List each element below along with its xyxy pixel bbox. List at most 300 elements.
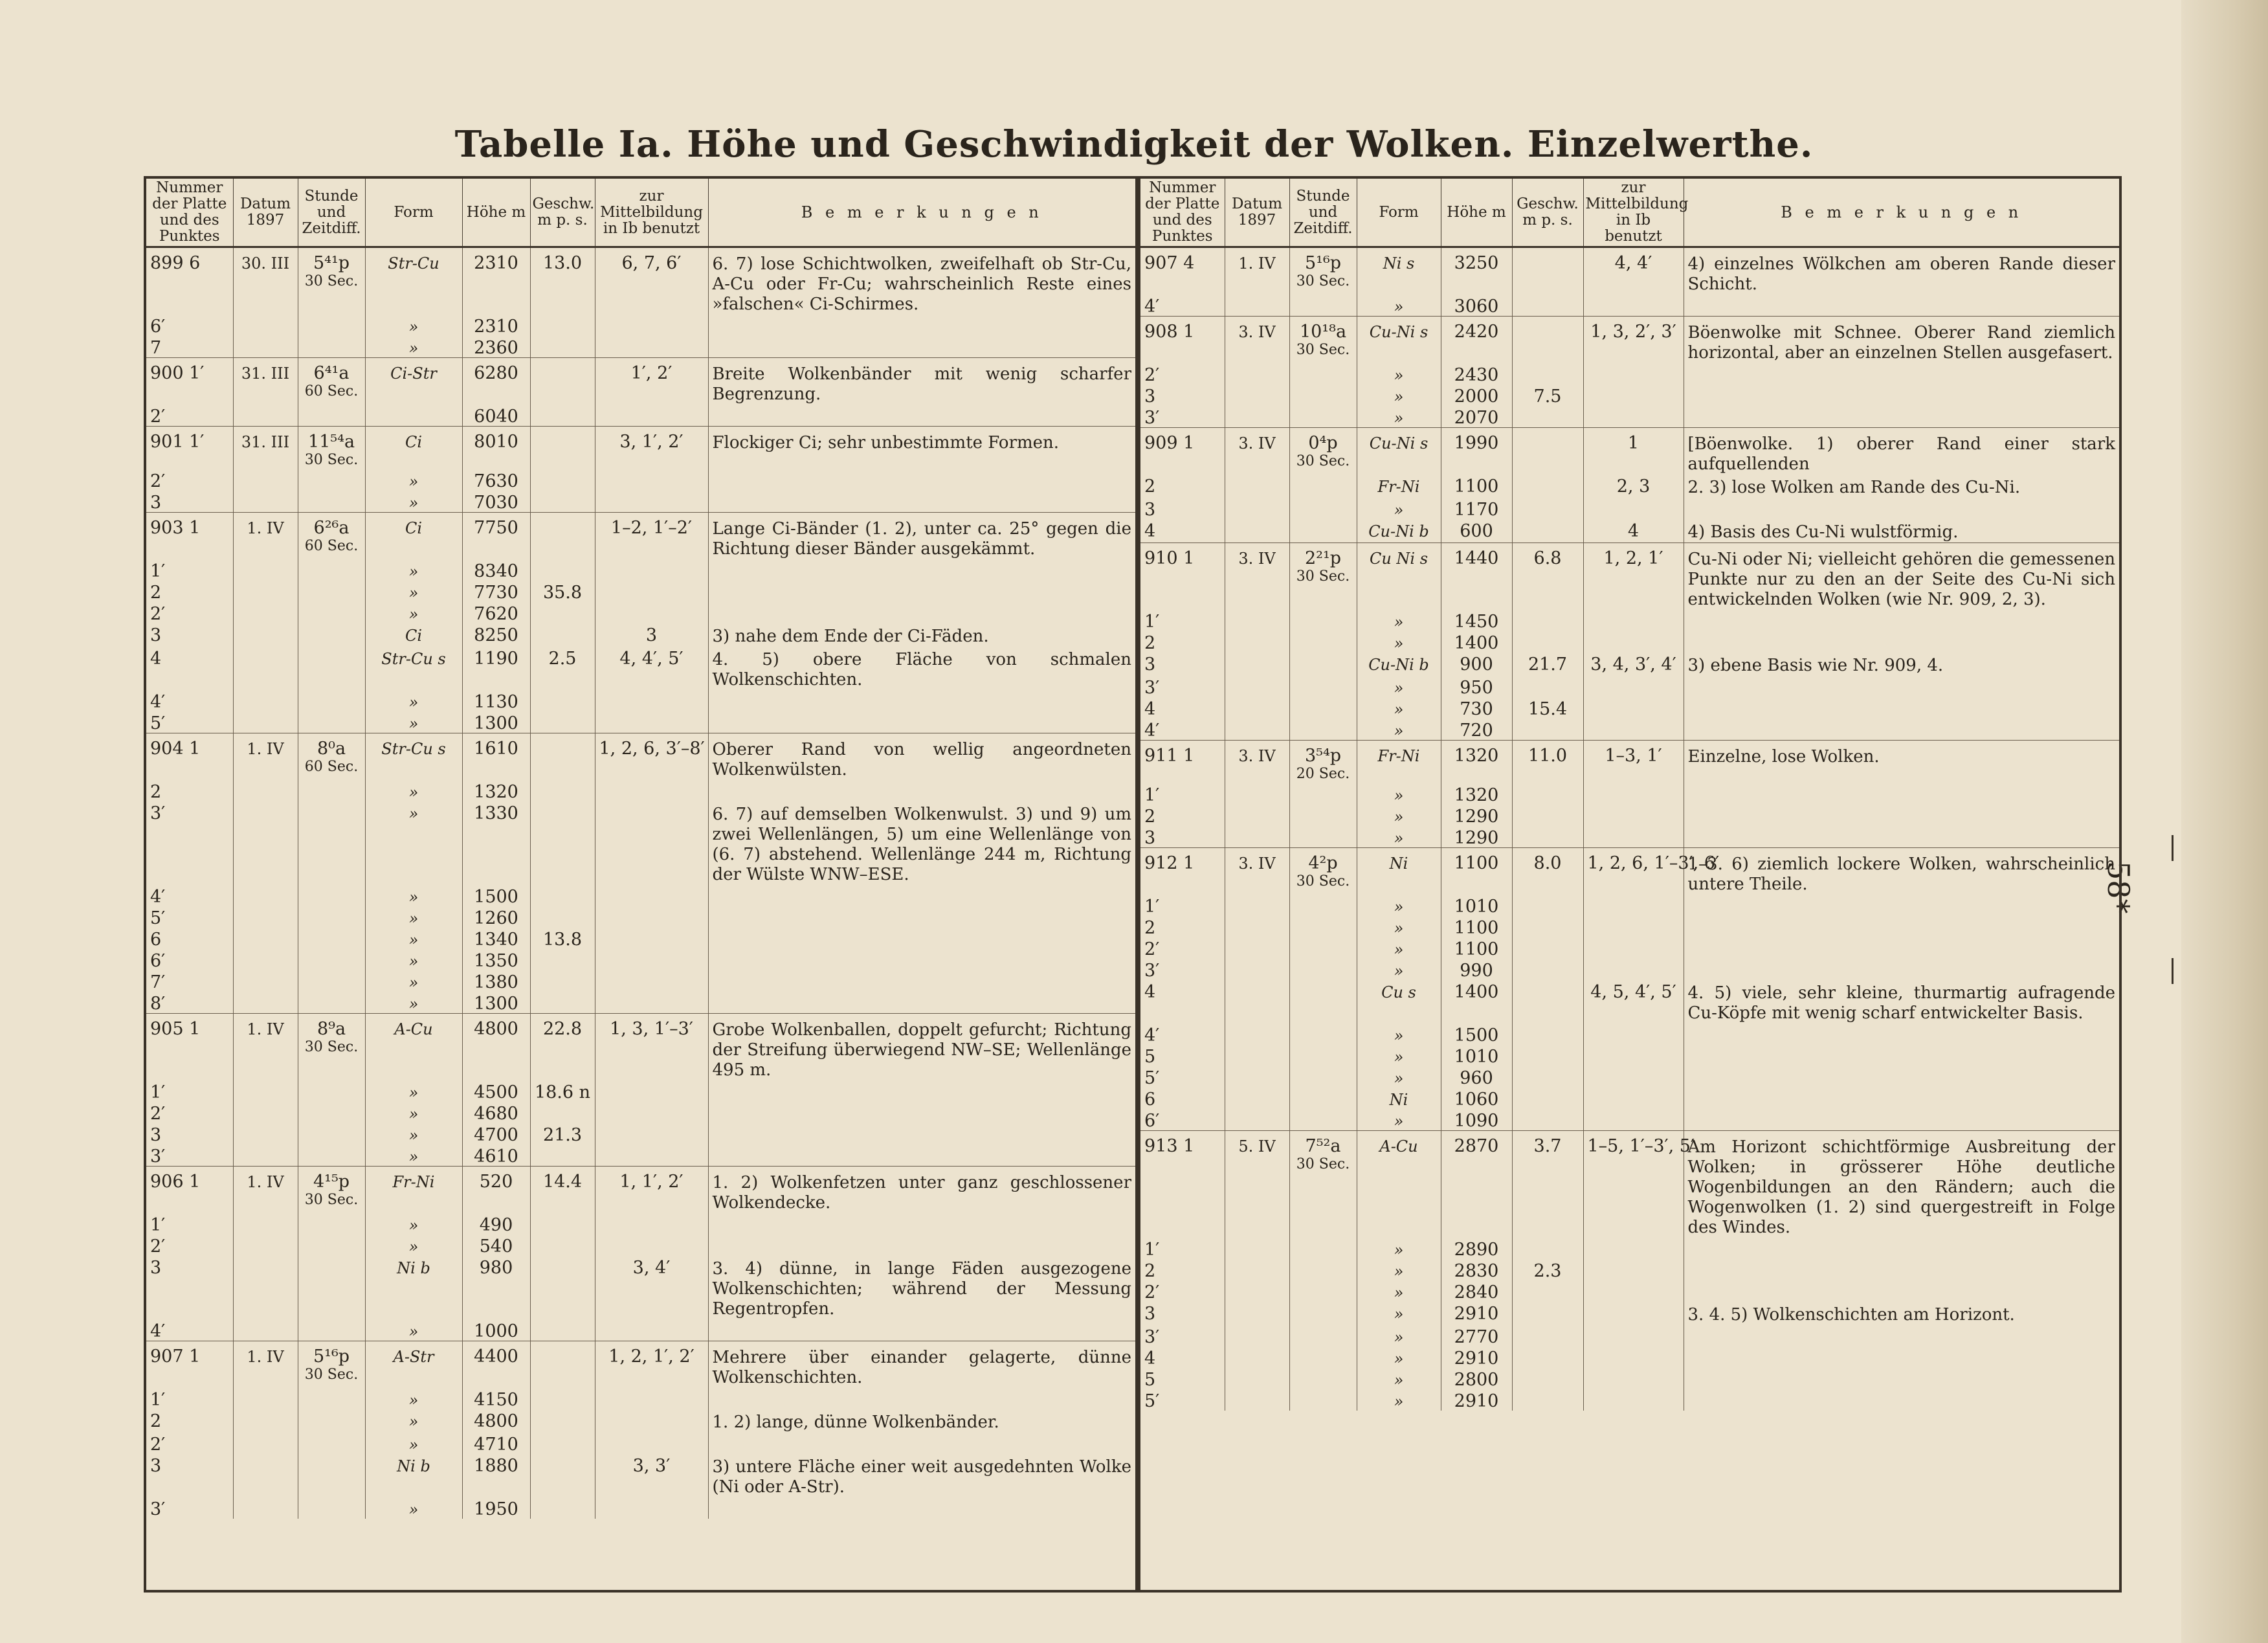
table-row bbox=[146, 1167, 1135, 1214]
mean-points-cell bbox=[595, 491, 708, 513]
point-number-cell: 5 bbox=[1140, 1368, 1225, 1389]
time-cell bbox=[1289, 1066, 1357, 1088]
speed-cell bbox=[1512, 363, 1583, 385]
point-number-cell: 2 bbox=[146, 780, 233, 801]
table-row bbox=[146, 733, 1135, 781]
point-number-cell: 2′ bbox=[146, 469, 233, 491]
height-cell: 2770 bbox=[1441, 1325, 1512, 1347]
point-number-cell: 911 1 bbox=[1140, 741, 1225, 784]
table-row bbox=[1140, 1347, 2119, 1368]
height-cell: 960 bbox=[1441, 1066, 1512, 1088]
mean-points-cell bbox=[1583, 385, 1684, 406]
table-row bbox=[1140, 697, 2119, 719]
point-number-cell: 4′ bbox=[1140, 1023, 1225, 1045]
speed-cell bbox=[530, 1497, 595, 1519]
height-cell: 4710 bbox=[462, 1433, 530, 1454]
time-cell bbox=[298, 690, 365, 711]
time-value: 2²¹p bbox=[1304, 548, 1342, 568]
time-cell bbox=[298, 711, 365, 733]
table-row bbox=[1140, 1280, 2119, 1302]
time-cell bbox=[298, 469, 365, 491]
date-cell: 3. IV bbox=[1225, 741, 1289, 784]
cloud-form-cell: » bbox=[365, 1388, 462, 1409]
table-row bbox=[146, 469, 1135, 491]
mean-points-cell: 3, 3′ bbox=[595, 1454, 708, 1497]
table-row bbox=[146, 427, 1135, 470]
speed-cell bbox=[530, 1319, 595, 1341]
remark-cell: 6. 7) lose Schichtwolken, zweifelhaft ob Str-Cu, A-Cu oder Fr-Cu; wahrscheinlich Reste eines »falschen« Ci-Schirmes. bbox=[712, 254, 1131, 314]
cloud-form-cell: » bbox=[1357, 610, 1441, 631]
header-geschw: Geschw. m p. s. bbox=[1512, 179, 1583, 247]
table-row bbox=[1140, 1045, 2119, 1066]
cloud-form-cell: » bbox=[365, 1433, 462, 1454]
cloud-form-cell: » bbox=[365, 559, 462, 581]
table-row bbox=[1140, 1368, 2119, 1389]
remark-cell bbox=[708, 1319, 1135, 1341]
height-cell: 2310 bbox=[462, 247, 530, 315]
height-cell: 1500 bbox=[1441, 1023, 1512, 1045]
mean-points-cell bbox=[595, 1388, 708, 1409]
table-row bbox=[146, 711, 1135, 733]
time-cell bbox=[298, 647, 365, 690]
mean-points-cell bbox=[1583, 676, 1684, 697]
table-row bbox=[1140, 783, 2119, 805]
time-cell bbox=[1289, 295, 1357, 317]
right-table bbox=[1140, 179, 2119, 1411]
table-row bbox=[146, 906, 1135, 928]
point-number-cell: 3′ bbox=[146, 801, 233, 885]
time-cell bbox=[1289, 385, 1357, 406]
time-cell bbox=[1289, 363, 1357, 385]
table-row bbox=[146, 1454, 1135, 1497]
height-cell: 8010 bbox=[462, 427, 530, 470]
left-table-panel bbox=[144, 176, 1138, 1593]
speed-cell: 11.0 bbox=[1512, 741, 1583, 784]
cloud-form-cell: Ni b bbox=[365, 1454, 462, 1497]
time-cell bbox=[298, 1235, 365, 1256]
cloud-form-cell: Str-Cu bbox=[365, 247, 462, 315]
point-number-cell: 2′ bbox=[1140, 363, 1225, 385]
time-cell bbox=[1289, 980, 1357, 1023]
height-cell: 8250 bbox=[462, 623, 530, 647]
remark-cell bbox=[708, 949, 1135, 970]
mean-points-cell bbox=[595, 1080, 708, 1102]
cloud-form-cell: » bbox=[1357, 1389, 1441, 1411]
mean-points-cell bbox=[1583, 697, 1684, 719]
remark-cell bbox=[708, 690, 1135, 711]
cloud-form-cell: » bbox=[1357, 295, 1441, 317]
date-cell bbox=[1225, 1045, 1289, 1066]
speed-cell: 2.5 bbox=[530, 647, 595, 690]
mean-points-cell bbox=[1583, 498, 1684, 519]
remark-cell: 3) nahe dem Ende der Ci-Fäden. bbox=[712, 627, 989, 646]
remark-cell bbox=[1684, 1088, 2119, 1109]
time-cell bbox=[1289, 247, 1357, 295]
mean-points-cell bbox=[1583, 1259, 1684, 1280]
header-form: Form bbox=[1357, 179, 1441, 247]
time-difference: 30 Sec. bbox=[1296, 342, 1350, 358]
time-cell bbox=[298, 315, 365, 336]
header-hoehe: Höhe m bbox=[462, 179, 530, 247]
table-row bbox=[146, 336, 1135, 358]
date-cell bbox=[233, 623, 298, 647]
point-number-cell: 3 bbox=[1140, 826, 1225, 848]
height-cell: 990 bbox=[1441, 959, 1512, 980]
time-cell bbox=[1289, 498, 1357, 519]
table-row bbox=[1140, 937, 2119, 959]
left-table-body bbox=[146, 247, 1135, 1519]
height-cell: 1610 bbox=[462, 733, 530, 781]
time-cell bbox=[298, 623, 365, 647]
height-cell: 1300 bbox=[462, 711, 530, 733]
table-row bbox=[146, 1341, 1135, 1389]
date-cell bbox=[233, 1256, 298, 1319]
date-cell bbox=[1225, 519, 1289, 543]
height-cell: 6040 bbox=[462, 405, 530, 427]
cloud-form-cell: Ci bbox=[365, 513, 462, 560]
speed-cell bbox=[1512, 519, 1583, 543]
table-row bbox=[1140, 428, 2119, 475]
speed-cell bbox=[530, 1341, 595, 1389]
cloud-form-cell: » bbox=[365, 906, 462, 928]
point-number-cell: 4 bbox=[1140, 519, 1225, 543]
time-cell bbox=[298, 906, 365, 928]
date-cell: 3. IV bbox=[1225, 317, 1289, 364]
time-difference: 30 Sec. bbox=[1296, 1156, 1350, 1172]
mean-points-cell: 4 bbox=[1583, 519, 1684, 543]
speed-cell bbox=[530, 623, 595, 647]
cloud-form-cell: » bbox=[365, 1319, 462, 1341]
cloud-form-cell: Ni bbox=[1357, 1088, 1441, 1109]
point-number-cell: 908 1 bbox=[1140, 317, 1225, 364]
mean-points-cell bbox=[1583, 937, 1684, 959]
table-row bbox=[1140, 406, 2119, 428]
height-cell: 7630 bbox=[462, 469, 530, 491]
point-number-cell: 4′ bbox=[146, 1319, 233, 1341]
remark-cell bbox=[1684, 295, 2119, 317]
remark-cell bbox=[708, 315, 1135, 336]
cloud-form-cell: » bbox=[1357, 1023, 1441, 1045]
height-cell: 4150 bbox=[462, 1388, 530, 1409]
mean-points-cell bbox=[1583, 295, 1684, 317]
point-number-cell: 3 bbox=[146, 1256, 233, 1319]
time-difference: 30 Sec. bbox=[1296, 873, 1350, 889]
remark-cell: 4. 5) obere Fläche von schmalen Wolkenschichten. bbox=[712, 650, 1131, 689]
right-table-panel bbox=[1138, 176, 2122, 1593]
time-cell bbox=[1289, 1389, 1357, 1411]
date-cell bbox=[1225, 783, 1289, 805]
cloud-form-cell: » bbox=[365, 1145, 462, 1167]
point-number-cell: 2′ bbox=[146, 1235, 233, 1256]
time-cell bbox=[298, 247, 365, 315]
date-cell bbox=[233, 690, 298, 711]
time-cell bbox=[1289, 1088, 1357, 1109]
height-cell: 1500 bbox=[462, 885, 530, 906]
height-cell: 600 bbox=[1441, 519, 1512, 543]
date-cell bbox=[1225, 631, 1289, 653]
cloud-form-cell: Cu s bbox=[1357, 980, 1441, 1023]
point-number-cell: 3 bbox=[146, 623, 233, 647]
height-cell: 4610 bbox=[462, 1145, 530, 1167]
time-difference: 20 Sec. bbox=[1296, 766, 1350, 782]
mean-points-cell bbox=[1583, 805, 1684, 826]
time-cell bbox=[298, 780, 365, 801]
mean-points-cell: 1, 1′, 2′ bbox=[595, 1167, 708, 1214]
cloud-form-cell: A-Cu bbox=[365, 1014, 462, 1081]
height-cell: 1350 bbox=[462, 949, 530, 970]
cloud-form-cell: » bbox=[365, 491, 462, 513]
point-number-cell: 4′ bbox=[146, 885, 233, 906]
remark-cell bbox=[1684, 1259, 2119, 1280]
time-value: 8⁰a bbox=[317, 739, 346, 759]
speed-cell bbox=[1512, 295, 1583, 317]
time-cell bbox=[298, 513, 365, 560]
table-row bbox=[146, 780, 1135, 801]
speed-cell: 14.4 bbox=[530, 1167, 595, 1214]
speed-cell bbox=[530, 405, 595, 427]
remark-cell: 4) Basis des Cu-Ni wulstförmig. bbox=[1687, 522, 1959, 542]
speed-cell bbox=[1512, 676, 1583, 697]
point-number-cell: 901 1′ bbox=[146, 427, 233, 470]
point-number-cell: 5 bbox=[1140, 1045, 1225, 1066]
point-number-cell: 2 bbox=[1140, 631, 1225, 653]
speed-cell bbox=[530, 1145, 595, 1167]
mean-points-cell: 2, 3 bbox=[1583, 475, 1684, 498]
point-number-cell: 1′ bbox=[146, 1213, 233, 1235]
point-number-cell: 6 bbox=[146, 928, 233, 949]
date-cell bbox=[1225, 1088, 1289, 1109]
speed-cell bbox=[530, 1409, 595, 1433]
cloud-form-cell: » bbox=[1357, 826, 1441, 848]
date-cell: 1. IV bbox=[233, 1167, 298, 1214]
remark-cell bbox=[708, 1080, 1135, 1102]
cloud-form-cell: » bbox=[365, 970, 462, 992]
cloud-form-cell: » bbox=[1357, 406, 1441, 428]
mean-points-cell bbox=[595, 405, 708, 427]
speed-cell bbox=[530, 1256, 595, 1319]
speed-cell bbox=[530, 1213, 595, 1235]
table-row bbox=[146, 1433, 1135, 1454]
height-cell: 1880 bbox=[462, 1454, 530, 1497]
speed-cell bbox=[1512, 1280, 1583, 1302]
point-number-cell: 3 bbox=[1140, 498, 1225, 519]
point-number-cell: 3′ bbox=[1140, 406, 1225, 428]
mean-points-cell bbox=[1583, 1023, 1684, 1045]
cloud-form-cell: » bbox=[365, 992, 462, 1014]
mean-points-cell bbox=[595, 711, 708, 733]
time-cell bbox=[1289, 697, 1357, 719]
time-cell bbox=[1289, 959, 1357, 980]
cloud-form-cell: » bbox=[1357, 631, 1441, 653]
speed-cell bbox=[1512, 937, 1583, 959]
mean-points-cell bbox=[1583, 1368, 1684, 1389]
date-cell bbox=[1225, 295, 1289, 317]
date-cell bbox=[233, 1145, 298, 1167]
date-cell bbox=[1225, 498, 1289, 519]
point-number-cell: 906 1 bbox=[146, 1167, 233, 1214]
table-row bbox=[146, 623, 1135, 647]
time-value: 0⁴p bbox=[1308, 433, 1338, 453]
date-cell bbox=[233, 1102, 298, 1123]
time-cell bbox=[298, 1497, 365, 1519]
time-cell bbox=[298, 885, 365, 906]
remark-cell bbox=[708, 602, 1135, 623]
time-cell bbox=[1289, 1238, 1357, 1259]
cloud-form-cell: » bbox=[365, 1213, 462, 1235]
mean-points-cell bbox=[1583, 826, 1684, 848]
date-cell: 1. IV bbox=[233, 1341, 298, 1389]
date-cell: 31. III bbox=[233, 427, 298, 470]
date-cell bbox=[233, 315, 298, 336]
remark-cell bbox=[708, 1388, 1135, 1409]
date-cell bbox=[233, 581, 298, 602]
point-number-cell: 4 bbox=[1140, 697, 1225, 719]
point-number-cell: 4 bbox=[146, 647, 233, 690]
speed-cell bbox=[1512, 1325, 1583, 1347]
table-row bbox=[1140, 1259, 2119, 1280]
mean-points-cell: 1, 2, 6, 3′–8′ bbox=[595, 733, 708, 781]
height-cell: 7750 bbox=[462, 513, 530, 560]
date-cell bbox=[233, 1409, 298, 1433]
height-cell: 3060 bbox=[1441, 295, 1512, 317]
table-row bbox=[1140, 1066, 2119, 1088]
height-cell: 1380 bbox=[462, 970, 530, 992]
date-cell bbox=[233, 559, 298, 581]
table-row bbox=[146, 358, 1135, 405]
speed-cell: 18.6 n bbox=[530, 1080, 595, 1102]
height-cell: 2360 bbox=[462, 336, 530, 358]
remark-cell bbox=[1684, 1109, 2119, 1131]
remark-cell: [Böenwolke. 1) oberer Rand einer stark aufquellenden bbox=[1684, 428, 2119, 475]
height-cell: 1100 bbox=[1441, 848, 1512, 895]
mean-points-cell: 6, 7, 6′ bbox=[595, 247, 708, 315]
date-cell bbox=[1225, 363, 1289, 385]
time-cell bbox=[1289, 1347, 1357, 1368]
time-cell bbox=[1289, 1023, 1357, 1045]
header-mittelbildung: zur Mittelbildung in Ib benutzt bbox=[595, 179, 708, 247]
cloud-form-cell: » bbox=[365, 711, 462, 733]
point-number-cell: 6 bbox=[1140, 1088, 1225, 1109]
time-value: 5¹⁶p bbox=[313, 1347, 350, 1367]
time-cell bbox=[298, 733, 365, 781]
remark-cell bbox=[708, 1102, 1135, 1123]
time-cell bbox=[298, 1080, 365, 1102]
remark-cell: 3. 4. 5) Wolkenschichten am Horizont. bbox=[1687, 1305, 2015, 1324]
point-number-cell: 2′ bbox=[146, 1433, 233, 1454]
time-value: 11⁵⁴a bbox=[307, 432, 355, 452]
date-cell bbox=[233, 1213, 298, 1235]
cloud-form-cell: » bbox=[365, 885, 462, 906]
mean-points-cell: 1, 3, 2′, 3′ bbox=[1583, 317, 1684, 364]
table-row bbox=[146, 1014, 1135, 1081]
date-cell bbox=[1225, 475, 1289, 498]
remark-cell bbox=[708, 1145, 1135, 1167]
table-row bbox=[1140, 1088, 2119, 1109]
point-number-cell: 2 bbox=[1140, 475, 1225, 498]
remark-cell bbox=[1684, 610, 2119, 631]
cloud-form-cell: » bbox=[1357, 783, 1441, 805]
table-row bbox=[146, 690, 1135, 711]
date-cell bbox=[233, 970, 298, 992]
height-cell: 2910 bbox=[1441, 1302, 1512, 1325]
date-cell bbox=[1225, 805, 1289, 826]
remark-cell bbox=[1684, 826, 2119, 848]
header-geschw: Geschw. m p. s. bbox=[530, 179, 595, 247]
table-row bbox=[146, 1235, 1135, 1256]
remark-cell: 1–3. 6) ziemlich lockere Wolken, wahrscheinlich untere Theile. bbox=[1684, 848, 2119, 895]
mean-points-cell bbox=[1583, 1088, 1684, 1109]
speed-cell bbox=[1512, 1045, 1583, 1066]
cloud-form-cell: Fr-Ni bbox=[1357, 475, 1441, 498]
remark-cell bbox=[708, 1123, 1135, 1145]
page-title: Tabelle Ia. Höhe und Geschwindigkeit der Wolken. Einzelwerthe. bbox=[454, 123, 1814, 166]
point-number-cell: 3 bbox=[146, 1123, 233, 1145]
table-row bbox=[146, 247, 1135, 315]
height-cell: 1260 bbox=[462, 906, 530, 928]
height-cell: 2800 bbox=[1441, 1368, 1512, 1389]
speed-cell bbox=[530, 315, 595, 336]
cloud-form-cell: » bbox=[1357, 719, 1441, 741]
speed-cell bbox=[1512, 247, 1583, 295]
date-cell bbox=[1225, 676, 1289, 697]
height-cell: 1000 bbox=[462, 1319, 530, 1341]
remark-cell bbox=[708, 906, 1135, 928]
remark-cell: 4) einzelnes Wölkchen am oberen Rande dieser Schicht. bbox=[1687, 254, 2115, 294]
cloud-form-cell: Ci bbox=[365, 427, 462, 470]
header-bemerkungen: B e m e r k u n g e n bbox=[1684, 179, 2119, 247]
date-cell: 3. IV bbox=[1225, 543, 1289, 610]
remark-cell bbox=[1684, 719, 2119, 741]
left-table bbox=[146, 179, 1135, 1519]
remark-cell: Böenwolke mit Schnee. Oberer Rand ziemlich horizontal, aber an einzelnen Stellen ausgefasert. bbox=[1684, 317, 2119, 364]
date-cell bbox=[1225, 697, 1289, 719]
height-cell: 4700 bbox=[462, 1123, 530, 1145]
time-cell bbox=[298, 491, 365, 513]
height-cell: 1320 bbox=[462, 780, 530, 801]
date-cell bbox=[233, 992, 298, 1014]
remark-cell bbox=[1684, 498, 2119, 519]
point-number-cell: 2 bbox=[146, 1409, 233, 1433]
speed-cell: 13.0 bbox=[530, 247, 595, 315]
cloud-form-cell: » bbox=[1357, 916, 1441, 937]
mean-points-cell bbox=[1583, 363, 1684, 385]
time-cell bbox=[298, 1145, 365, 1167]
cloud-form-cell: » bbox=[1357, 385, 1441, 406]
speed-cell: 35.8 bbox=[530, 581, 595, 602]
time-cell bbox=[1289, 519, 1357, 543]
time-cell bbox=[1289, 937, 1357, 959]
height-cell: 4680 bbox=[462, 1102, 530, 1123]
table-row bbox=[146, 992, 1135, 1014]
time-cell bbox=[298, 559, 365, 581]
time-cell bbox=[298, 358, 365, 405]
date-cell bbox=[233, 1319, 298, 1341]
speed-cell: 15.4 bbox=[1512, 697, 1583, 719]
time-difference: 60 Sec. bbox=[304, 383, 359, 399]
table-row bbox=[1140, 959, 2119, 980]
cloud-form-cell: Ni b bbox=[365, 1256, 462, 1319]
time-cell bbox=[298, 1454, 365, 1497]
height-cell: 2890 bbox=[1441, 1238, 1512, 1259]
date-cell: 30. III bbox=[233, 247, 298, 315]
height-cell: 4800 bbox=[462, 1409, 530, 1433]
remark-cell bbox=[1684, 1023, 2119, 1045]
cloud-form-cell: » bbox=[365, 469, 462, 491]
height-cell: 1450 bbox=[1441, 610, 1512, 631]
table-row bbox=[146, 513, 1135, 560]
height-cell: 1330 bbox=[462, 801, 530, 885]
mean-points-cell bbox=[595, 928, 708, 949]
